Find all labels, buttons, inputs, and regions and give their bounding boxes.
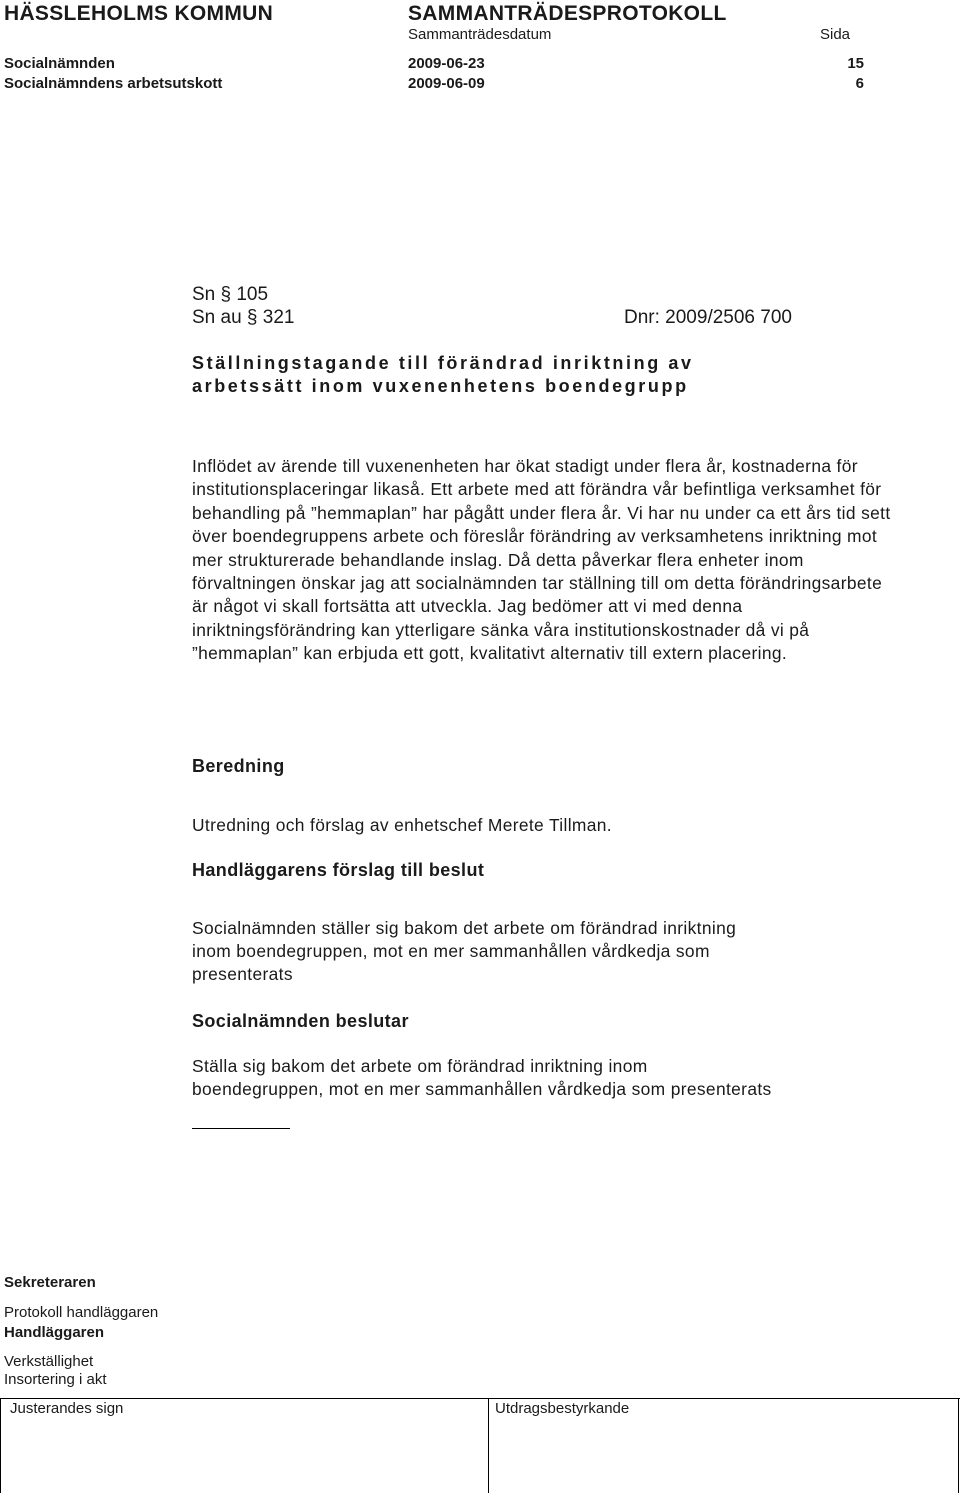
enforcement-label: Verkställighet	[4, 1353, 94, 1370]
secretary-label: Sekreteraren	[4, 1274, 96, 1291]
beredning-heading: Beredning	[192, 756, 285, 776]
footer-box-divider	[488, 1398, 489, 1493]
intro-paragraph: Inflödet av ärende till vuxenenheten har ökat stadigt under flera år, kostnaderna för institutionsplaceringar likaså. Ett arbete med att förändra vår befintliga verksamhet för behandling på ”hemmaplan” har pågått under flera år. Vi har nu under ca ett års tid sett över boendegruppens arbete och föreslår förändring av verksamhetens inriktning mot mer strukturerade behandlande inslag. Då detta påverkar flera enheter inom förvaltningen önskar jag att socialnämnden tar ställning till om detta förändringsarbete är något vi skall fortsätta att utveckla. Jag bedömer att vi med denna inriktningsförändring kan ytterligare sänka våra institutionskostnader då vi på ”hemmaplan” kan erbjuda ett gott, kvalitativt alternativ till extern placering.	[192, 456, 891, 664]
subcommittee-date: 2009-06-09	[408, 75, 485, 92]
meeting-date-label: Sammanträdesdatum	[408, 26, 552, 43]
snau-paragraph: Sn au § 321	[192, 307, 295, 328]
case-title-line-1: Ställningstagande till förändrad inriktning av	[192, 353, 694, 373]
subcommittee-page: 6	[855, 75, 864, 92]
proposal-heading: Handläggarens förslag till beslut	[192, 860, 485, 880]
committee-date: 2009-06-23	[408, 55, 485, 72]
committee-page: 15	[847, 55, 864, 72]
subcommittee-name: Socialnämndens arbetsutskott	[4, 75, 223, 92]
beredning-text: Utredning och förslag av enhetschef Merete Tillman.	[192, 815, 612, 835]
end-of-decision-rule	[192, 1128, 290, 1129]
proposal-line-2: inom boendegruppen, mot en mer sammanhållen vårdkedja som	[192, 941, 710, 961]
footer-rule	[0, 1398, 960, 1399]
decision-line-1: Ställa sig bakom det arbete om förändrad inriktning inom	[192, 1056, 648, 1076]
proposal-line-1: Socialnämnden ställer sig bakom det arbete om förändrad inriktning	[192, 918, 737, 938]
handler-label: Handläggaren	[4, 1324, 105, 1341]
municipality-name: HÄSSLEHOLMS KOMMUN	[4, 2, 274, 25]
committee-name: Socialnämnden	[4, 55, 115, 72]
dnr-number: Dnr: 2009/2506 700	[624, 307, 792, 328]
adjuster-signature-label: Justerandes sign	[10, 1400, 124, 1417]
page-label: Sida	[820, 26, 851, 43]
extract-certification-label: Utdragsbestyrkande	[495, 1400, 630, 1417]
protocol-handler-label: Protokoll handläggaren	[4, 1304, 159, 1321]
case-title-line-2: arbetssätt inom vuxenenhetens boendegrupp	[192, 376, 689, 396]
document-type: SAMMANTRÄDESPROTOKOLL	[408, 2, 727, 25]
footer-box-left-edge	[0, 1398, 1, 1493]
filing-label: Insortering i akt	[4, 1371, 107, 1388]
decision-heading: Socialnämnden beslutar	[192, 1011, 409, 1031]
footer-box-right-edge	[958, 1398, 959, 1493]
decision-line-2: boendegruppen, mot en mer sammanhållen vårdkedja som presenterats	[192, 1079, 772, 1099]
sn-paragraph: Sn § 105	[192, 284, 269, 305]
proposal-line-3: presenterats	[192, 964, 293, 984]
